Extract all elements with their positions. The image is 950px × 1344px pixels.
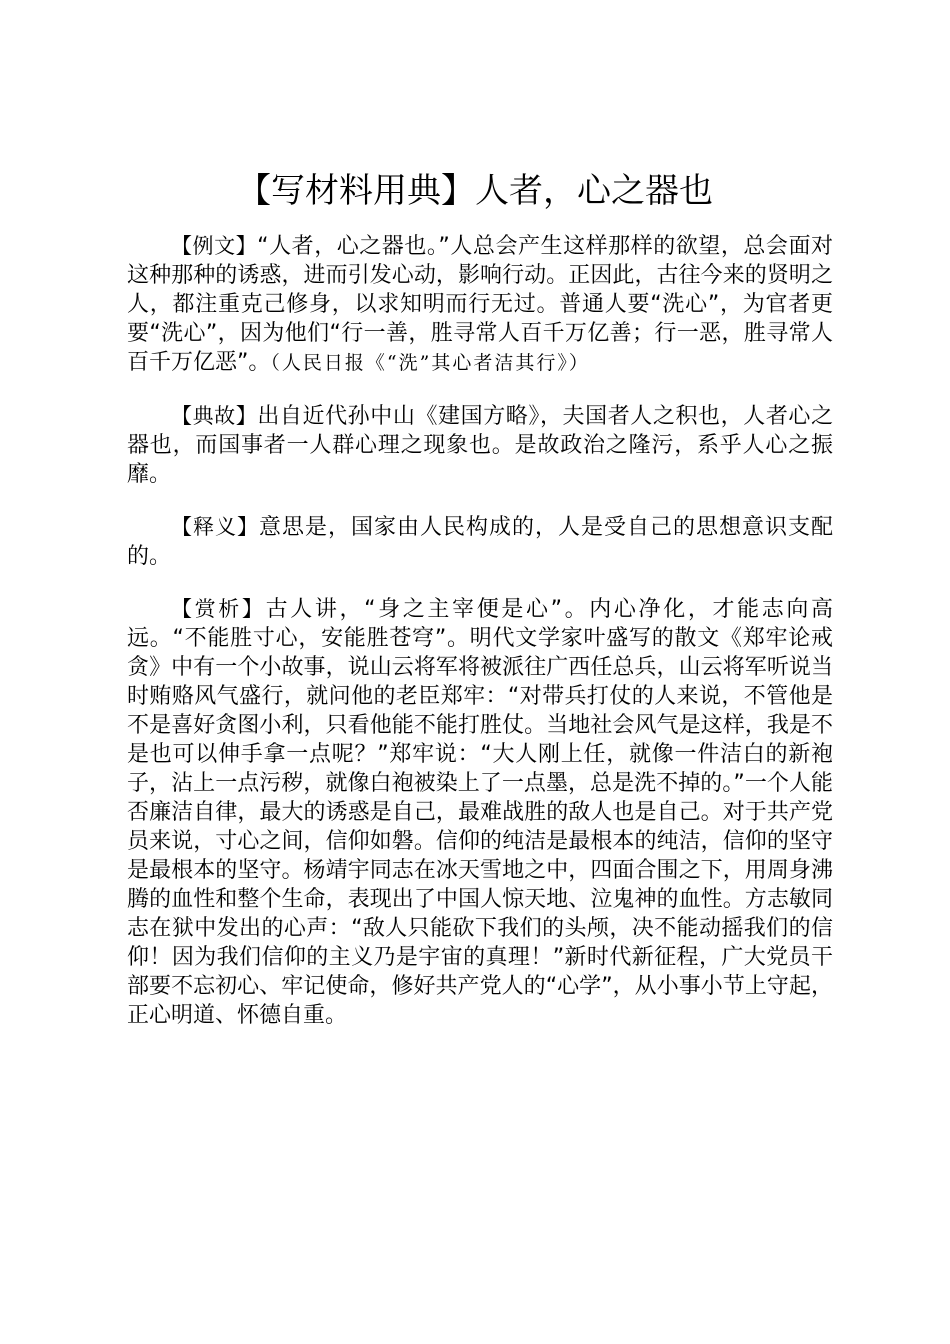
section-text-example: “人者，心之器也。”人总会产生这样那样的欲望，总会面对这种那种的诱惑，进而引发心动，影响行动。正因此，古往今来的贤明之人，都注重克己修身，以求知明而行无过。普通人要“洗心”，为官者更要“洗心”，因为他们“行一善，胜寻常人百千万亿善；行一恶，胜寻常人百千万亿恶”。: [127, 234, 834, 375]
paragraph-allusion: [127, 402, 833, 489]
section-label-meaning: 【释义】: [171, 515, 259, 539]
section-label-appreciation: 【赏析】: [171, 597, 266, 621]
section-label-example: 【例文】: [171, 234, 258, 258]
section-label-allusion: 【典故】: [171, 404, 258, 428]
document-body: [127, 232, 833, 1054]
paragraph-appreciation: [127, 595, 833, 1030]
section-text-allusion: 出自近代孙中山《建国方略》，夫国者人之积也，人者心之器也，而国事者一人群心理之现象也。是故政治之隆污，系乎人心之振靡。: [127, 404, 833, 487]
section-text-appreciation: 古人讲，“身之主宰便是心”。内心净化，才能志向高远。“不能胜寸心，安能胜苍穹”。明代文学家叶盛写的散文《郑牢论戒贪》中有一个小故事，说山云将军将被派往广西任总兵，山云将军听说当时贿赂风气盛行，就问他的老臣郑牢：“对带兵打仗的人来说，不管他是不是喜好贪图小利，只看他能不能打胜仗。当地社会风气是这样，我是不是也可以伸手拿一点呢？”郑牢说：“大人刚上任，就像一件洁白的新袍子，沾上一点污秽，就像白袍被染上了一点墨，总是洗不掉的。”一个人能否廉洁自律，最大的诱惑是自己，最难战胜的敌人也是自己。对于共产党员来说，寸心之间，信仰如磐。信仰的纯洁是最根本的纯洁，信仰的坚守是最根本的坚守。杨靖宇同志在冰天雪地之中，四面合围之下，用周身沸腾的血性和整个生命，表现出了中国人惊天地、泣鬼神的血性。方志敏同志在狱中发出的心声：“敌人只能砍下我们的头颅，决不能动摇我们的信仰！因为我们信仰的主义乃是宇宙的真理！”新时代新征程，广大党员干部要不忘初心、牢记使命，修好共产党人的“心学”，从小事小节上守起，正心明道、怀德自重。: [127, 597, 834, 1028]
page-title: 【写材料用典】人者，心之器也: [237, 171, 713, 211]
paragraph-example: [127, 232, 833, 378]
section-source-example: （人民日报《“洗”其心者洁其行》）: [270, 352, 590, 374]
section-text-meaning: 意思是，国家由人民构成的，人是受自己的思想意识支配的。: [127, 515, 833, 569]
paragraph-meaning: [127, 513, 833, 571]
